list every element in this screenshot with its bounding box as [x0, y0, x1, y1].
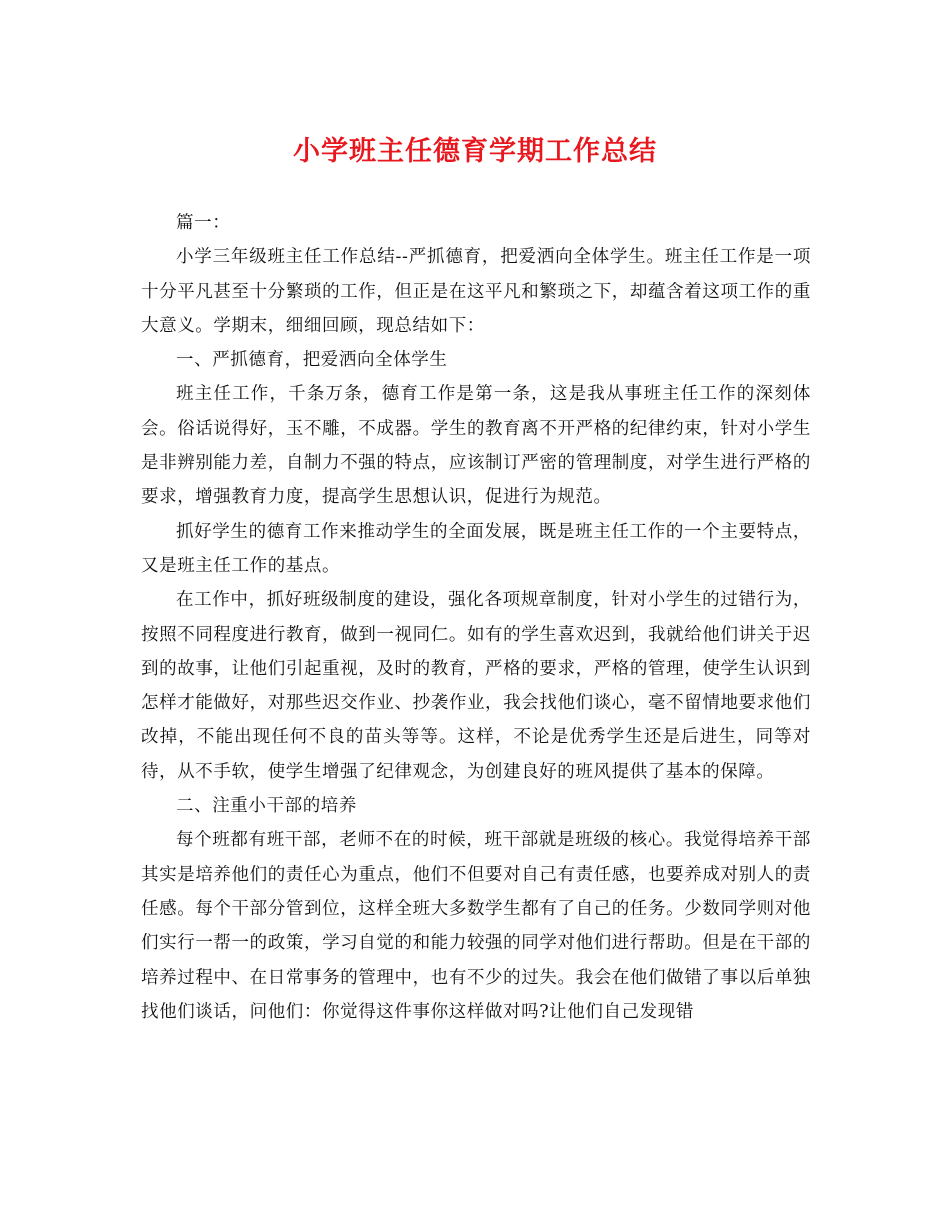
document-body [141, 206, 811, 1029]
paragraph: 每个班都有班干部，老师不在的时候，班干部就是班级的核心。我觉得培养干部其实是培养他们的责任心为重点，他们不但要对自己有责任感，也要养成对别人的责任感。每个干部分管到位，这样全班大多数学生都有了自己的任务。少数同学则对他们实行一帮一的政策，学习自觉的和能力较强的同学对他们进行帮助。但是在干部的培养过程中、在日常事务的管理中，也有不少的过失。我会在他们做错了事以后单独找他们谈话，问他们：你觉得这件事你这样做对吗?让他们自己发现错 [141, 830, 811, 1022]
paragraph: 抓好学生的德育工作来推动学生的全面发展，既是班主任工作的一个主要特点，又是班主任工作的基点。 [141, 521, 811, 576]
paragraph-section-label: 篇一： [176, 213, 231, 233]
heading-section-one: 一、严抓德育，把爱洒向全体学生 [176, 350, 448, 371]
paragraph-intro: 小学三年级班主任工作总结--严抓德育，把爱洒向全体学生。班主任工作是一项十分平凡甚至十分繁琐的工作，但正是在这平凡和繁琐之下，却蕴含着这项工作的重大意义。学期末，细细回顾，现总结如下： [141, 247, 811, 336]
paragraph: 班主任工作，千条万条，德育工作是第一条，这是我从事班主任工作的深刻体会。俗话说得好，玉不雕，不成器。学生的教育离不开严格的纪律约束，针对小学生是非辨别能力差，自制力不强的特点，应该制订严密的管理制度，对学生进行严格的要求，增强教育力度，提高学生思想认识，促进行为规范。 [141, 384, 811, 508]
heading-section-two: 二、注重小干部的培养 [176, 796, 357, 817]
paragraph: 在工作中，抓好班级制度的建设，强化各项规章制度，针对小学生的过错行为，按照不同程度进行教育，做到一视同仁。如有的学生喜欢迟到，我就给他们讲关于迟到的故事，让他们引起重视，及时的教育，严格的要求，严格的管理，使学生认识到怎样才能做好，对那些迟交作业、抄袭作业，我会找他们谈心，毫不留情地要求他们改掉，不能出现任何不良的苗头等等。这样，不论是优秀学生还是后进生，同等对待，从不手软，使学生增强了纪律观念，为创建良好的班风提供了基本的保障。 [141, 590, 811, 782]
document-title: 小学班主任德育学期工作总结 [293, 136, 657, 167]
